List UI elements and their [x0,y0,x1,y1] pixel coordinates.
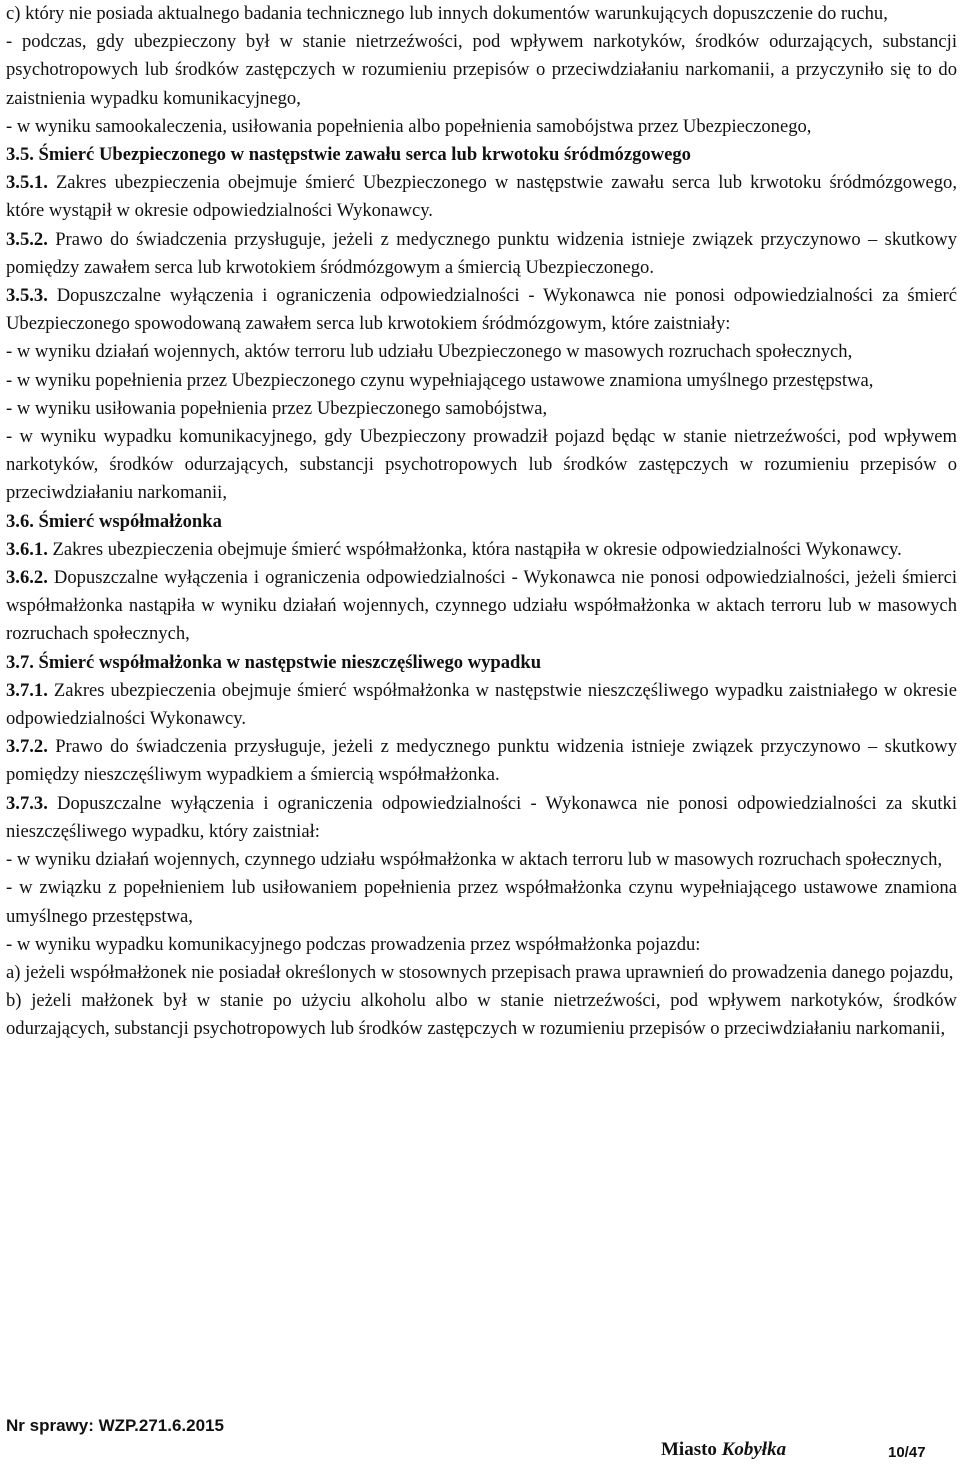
body-paragraph: - w wyniku wypadku komunikacyjnego podczas prowadzenia przez współmałżonka pojazdu: [6,933,701,955]
clause-number: 3.7.2. [6,736,48,758]
page-number: 10/47 [888,1444,926,1461]
body-paragraph: - podczas, gdy ubezpieczony był w stanie nietrzeźwości, pod wpływem narkotyków, środków odurzających, substancji psychotropowych lub środków zastępczych w rozumieniu przepisów o przeciwdziałaniu narkomanii, a przyczyniło się to do zaistnienia wypadku komunikacyjnego, [6,31,957,109]
city-prefix: Miasto [661,1439,717,1460]
page-footer [0,1412,960,1465]
case-number: Nr sprawy: WZP.271.6.2015 [6,1416,224,1435]
clause-number: 3.5.1. [6,172,48,194]
body-paragraph: - w wyniku działań wojennych, aktów terroru lub udziału Ubezpieczonego w masowych rozruchach społecznych, [6,341,853,363]
clause-number: 3.6.2. [6,567,48,589]
numbered-clause [6,677,957,733]
clause-text: Dopuszczalne wyłączenia i ograniczenia odpowiedzialności - Wykonawca nie ponosi odpowiedzialności za skutki nieszczęśliwego wypadku, który zaistniał: [6,792,957,842]
clause-number: 3.5.3. [6,285,48,307]
body-paragraph: - w wyniku usiłowania popełnienia przez Ubezpieczonego samobójstwa, [6,397,548,419]
clause-text: Zakres ubezpieczenia obejmuje śmierć współmałżonka w następstwie nieszczęśliwego wypadku zaistniałego w okresie odpowiedzialności Wykonawcy. [6,679,957,730]
clause-text: Zakres ubezpieczenia obejmuje śmierć Ubezpieczonego w następstwie zawału serca lub krwotoku śródmózgowego, które wystąpił w okresie odpowiedzialności Wykonawcy. [6,172,957,222]
clause-number: 3.7.3. [6,792,48,814]
body-paragraph: a) jeżeli współmałżonek nie posiadał określonych w stosownych przepisach prawa uprawnień do prowadzenia danego pojazdu, [6,961,954,983]
document-body [6,0,957,1044]
clause-number: 3.6.1. [6,538,48,560]
body-paragraph: - w wyniku działań wojennych, czynnego udziału współmałżonka w aktach terroru lub w masowych rozruchach społecznych, [6,849,943,871]
section-heading: 3.7. Śmierć współmałżonka w następstwie nieszczęśliwego wypadku [6,651,542,673]
clause-number: 3.7.1. [6,679,48,701]
city-name: Kobyłka [721,1439,787,1460]
numbered-clause [6,733,957,789]
body-paragraph: c) który nie posiada aktualnego badania technicznego lub innych dokumentów warunkujących dopuszczenie do ruchu, [6,3,888,24]
body-paragraph: - w związku z popełnieniem lub usiłowaniem popełnienia przez współmałżonka czynu wypełniającego ustawowe znamiona umyślnego przestępstwa, [6,877,957,927]
clause-text: Prawo do świadczenia przysługuje, jeżeli z medycznego punktu widzenia istnieje związek przyczynowo – skutkowy pomiędzy zawałem serca lub krwotokiem śródmózgowym a śmiercią Ubezpieczonego. [6,228,957,278]
numbered-clause [6,169,957,225]
section-heading: 3.6. Śmierć współmałżonka [6,510,222,532]
clause-number: 3.5.2. [6,228,48,250]
clause-text: Dopuszczalne wyłączenia i ograniczenia odpowiedzialności - Wykonawca nie ponosi odpowiedzialności, jeżeli śmierci współmałżonka nastąpiła w wyniku działań wojennych, czynnego udziału współmałżonka w aktach terroru lub w masowych rozruchach społecznych, [6,567,957,645]
numbered-clause [6,282,957,338]
body-paragraph: - w wyniku samookaleczenia, usiłowania popełnienia albo popełnienia samobójstwa przez Ubezpieczonego, [6,115,812,137]
numbered-clause [6,564,957,649]
city-label [661,1439,786,1461]
numbered-clause [6,536,957,564]
numbered-clause [6,790,957,846]
section-heading: 3.5. Śmierć Ubezpieczonego w następstwie zawału serca lub krwotoku śródmózgowego [6,144,691,166]
body-paragraph: - w wyniku popełnienia przez Ubezpieczonego czynu wypełniającego ustawowe znamiona umyślnego przestępstwa, [6,369,874,391]
body-paragraph: b) jeżeli małżonek był w stanie po użyciu alkoholu albo w stanie nietrzeźwości, pod wpływem narkotyków, środków odurzających, substancji psychotropowych lub środków zastępczych w rozumieniu przepisów o przeciwdziałaniu narkomanii, [6,990,957,1040]
clause-text: Dopuszczalne wyłączenia i ograniczenia odpowiedzialności - Wykonawca nie ponosi odpowiedzialności za śmierć Ubezpieczonego spowodowaną zawałem serca lub krwotokiem śródmózgowym, które zaistniały: [6,285,957,335]
clause-text: Zakres ubezpieczenia obejmuje śmierć współmałżonka, która nastąpiła w okresie odpowiedzialności Wykonawcy. [52,538,902,560]
body-paragraph: - w wyniku wypadku komunikacyjnego, gdy Ubezpieczony prowadził pojazd będąc w stanie nietrzeźwości, pod wpływem narkotyków, środków odurzających, substancji psychotropowych lub środków zastępczych w rozumieniu przepisów o przeciwdziałaniu narkomanii, [6,426,957,504]
numbered-clause [6,226,957,282]
clause-text: Prawo do świadczenia przysługuje, jeżeli z medycznego punktu widzenia istnieje związek przyczynowo – skutkowy pomiędzy nieszczęśliwym wypadkiem a śmiercią współmałżonka. [6,736,957,786]
